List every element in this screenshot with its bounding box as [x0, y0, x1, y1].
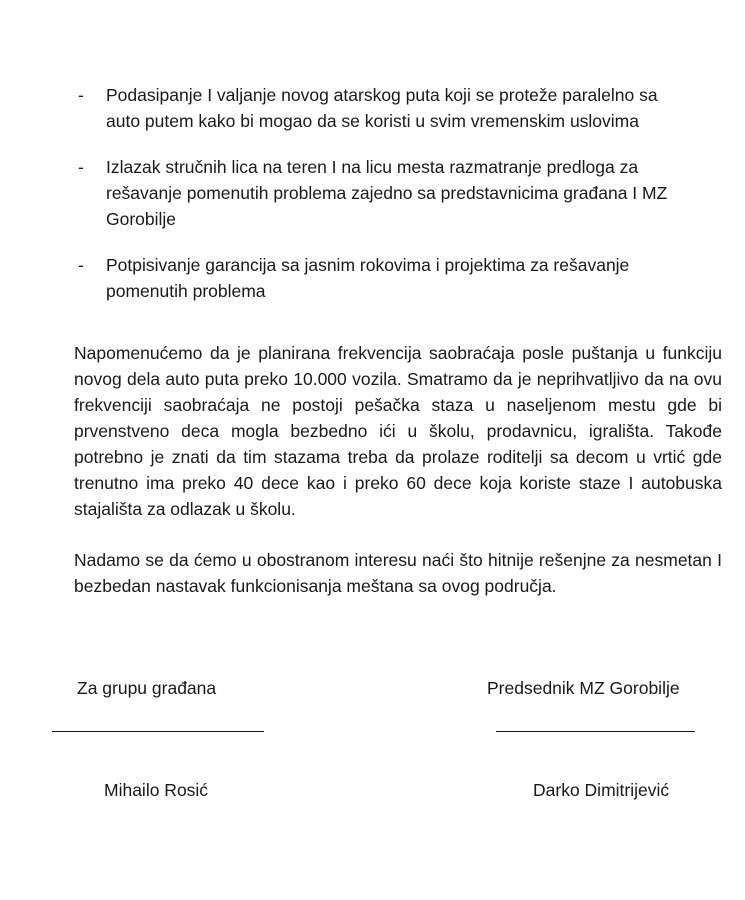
bullet-dash: -	[78, 157, 84, 177]
paragraph-traffic-frequency: Napomenućemo da je planirana frekvencija saobraćaja posle puštanja u funkciju novog dela auto puta preko 10.000 vozila. Smatramo da je neprihvatljivo da na ovu frekvenciji saobraćaja ne postoji pešačka staza u naseljenom mestu gde bi prvenstveno deca mogla bezbedno ići u školu, prodavnicu, igrališta. Takođe potrebno je znati da tim stazama treba da prolaze roditelji sa decom u vrtić gde trenutno ima preko 40 dece kao i preko 60 dece koja koriste staze I autobuska stajališta za odlazak u školu.	[74, 343, 722, 519]
signature-label-citizens: Za grupu građana	[77, 678, 217, 698]
signature-line-left	[52, 731, 264, 732]
list-item-text: Izlazak stručnih lica na teren I na licu mesta razmatranje predloga za rešavanje pomenutih problema zajedno sa predstavnicima građana I MZ Gorobilje	[106, 157, 668, 229]
paragraph-closing: Nadamo se da ćemo u obostranom interesu naći što hitnije rešenjne za nesmetan I bezbedan nastavak funkcionisanja meštana sa ovog područja.	[74, 550, 722, 596]
signature-label-president: Predsednik MZ Gorobilje	[487, 678, 680, 698]
signatory-name-left: Mihailo Rosić	[104, 780, 209, 800]
list-item-text: Potpisivanje garancija sa jasnim rokovima i projektima za rešavanje pomenutih problema	[106, 255, 630, 301]
signatory-name-right: Darko Dimitrijević	[533, 780, 670, 800]
signature-line-right	[496, 731, 695, 732]
list-item	[78, 252, 688, 304]
demands-list	[78, 82, 688, 324]
bullet-dash: -	[78, 255, 84, 275]
list-item	[78, 82, 688, 134]
list-item	[78, 154, 688, 232]
list-item-text: Podasipanje I valjanje novog atarskog puta koji se proteže paralelno sa auto putem kako bi mogao da se koristi u svim vremenskim uslovima	[106, 85, 658, 131]
bullet-dash: -	[78, 85, 84, 105]
